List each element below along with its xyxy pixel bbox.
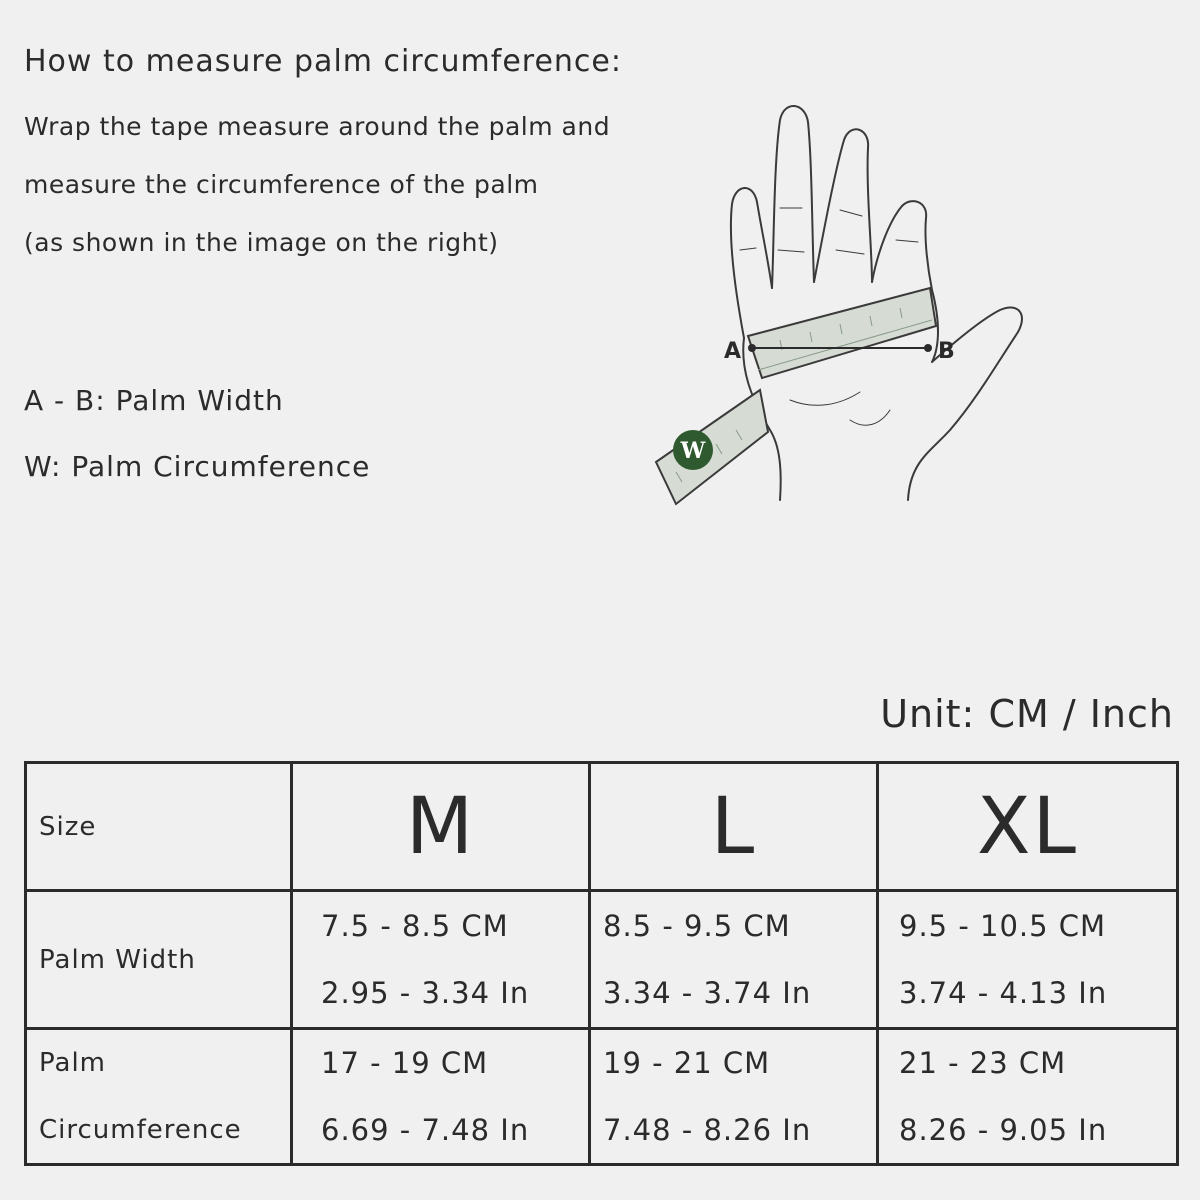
palm-width-xl-cm: 9.5 - 10.5 CM (899, 908, 1107, 943)
palm-circumference-label-line1: Palm (39, 1048, 106, 1079)
palm-circ-m-cell (292, 1029, 590, 1165)
hand-measure-icon (640, 100, 1040, 520)
palm-circumference-label-line2: Circumference (39, 1114, 242, 1145)
unit-label: Unit: CM / Inch (880, 692, 1174, 736)
w-marker-label: W (680, 438, 706, 464)
palm-circ-l-cell (590, 1029, 878, 1165)
table-row-palm-circumference (26, 1029, 1178, 1165)
page-title: How to measure palm circumference: (24, 44, 622, 79)
point-b-label: B (938, 339, 955, 364)
legend-palm-width: A - B: Palm Width (24, 384, 284, 417)
palm-width-l-cell (590, 891, 878, 1029)
palm-circ-xl-cm: 21 - 23 CM (899, 1046, 1067, 1081)
table-header-row (26, 763, 1178, 891)
size-l-header: L (590, 763, 878, 891)
palm-width-m-cm: 7.5 - 8.5 CM (321, 908, 509, 943)
palm-circ-l-in: 7.48 - 8.26 In (603, 1112, 812, 1147)
palm-circ-m-cm: 17 - 19 CM (321, 1046, 489, 1081)
palm-width-xl-in: 3.74 - 4.13 In (899, 976, 1108, 1011)
instruction-line: measure the circumference of the palm (24, 170, 539, 199)
palm-circ-l-cm: 19 - 21 CM (603, 1046, 771, 1081)
palm-width-l-in: 3.34 - 3.74 In (603, 976, 812, 1011)
point-a-label: A (724, 339, 742, 364)
palm-width-l-cm: 8.5 - 9.5 CM (603, 908, 791, 943)
palm-circ-xl-cell (878, 1029, 1178, 1165)
hand-illustration (640, 100, 1040, 520)
legend-palm-circumference: W: Palm Circumference (24, 450, 371, 483)
palm-circ-m-in: 6.69 - 7.48 In (321, 1112, 530, 1147)
palm-width-m-in: 2.95 - 3.34 In (321, 976, 530, 1011)
size-chart-table (24, 761, 1179, 1166)
palm-circ-xl-in: 8.26 - 9.05 In (899, 1112, 1108, 1147)
palm-width-label: Palm Width (26, 891, 292, 1029)
palm-circumference-label (26, 1029, 292, 1165)
size-m-header: M (292, 763, 590, 891)
size-xl-header: XL (878, 763, 1178, 891)
size-header-label: Size (26, 763, 292, 891)
palm-width-m-cell (292, 891, 590, 1029)
instruction-line: (as shown in the image on the right) (24, 228, 499, 257)
palm-width-xl-cell (878, 891, 1178, 1029)
instruction-line: Wrap the tape measure around the palm and (24, 112, 611, 141)
table-row-palm-width (26, 891, 1178, 1029)
